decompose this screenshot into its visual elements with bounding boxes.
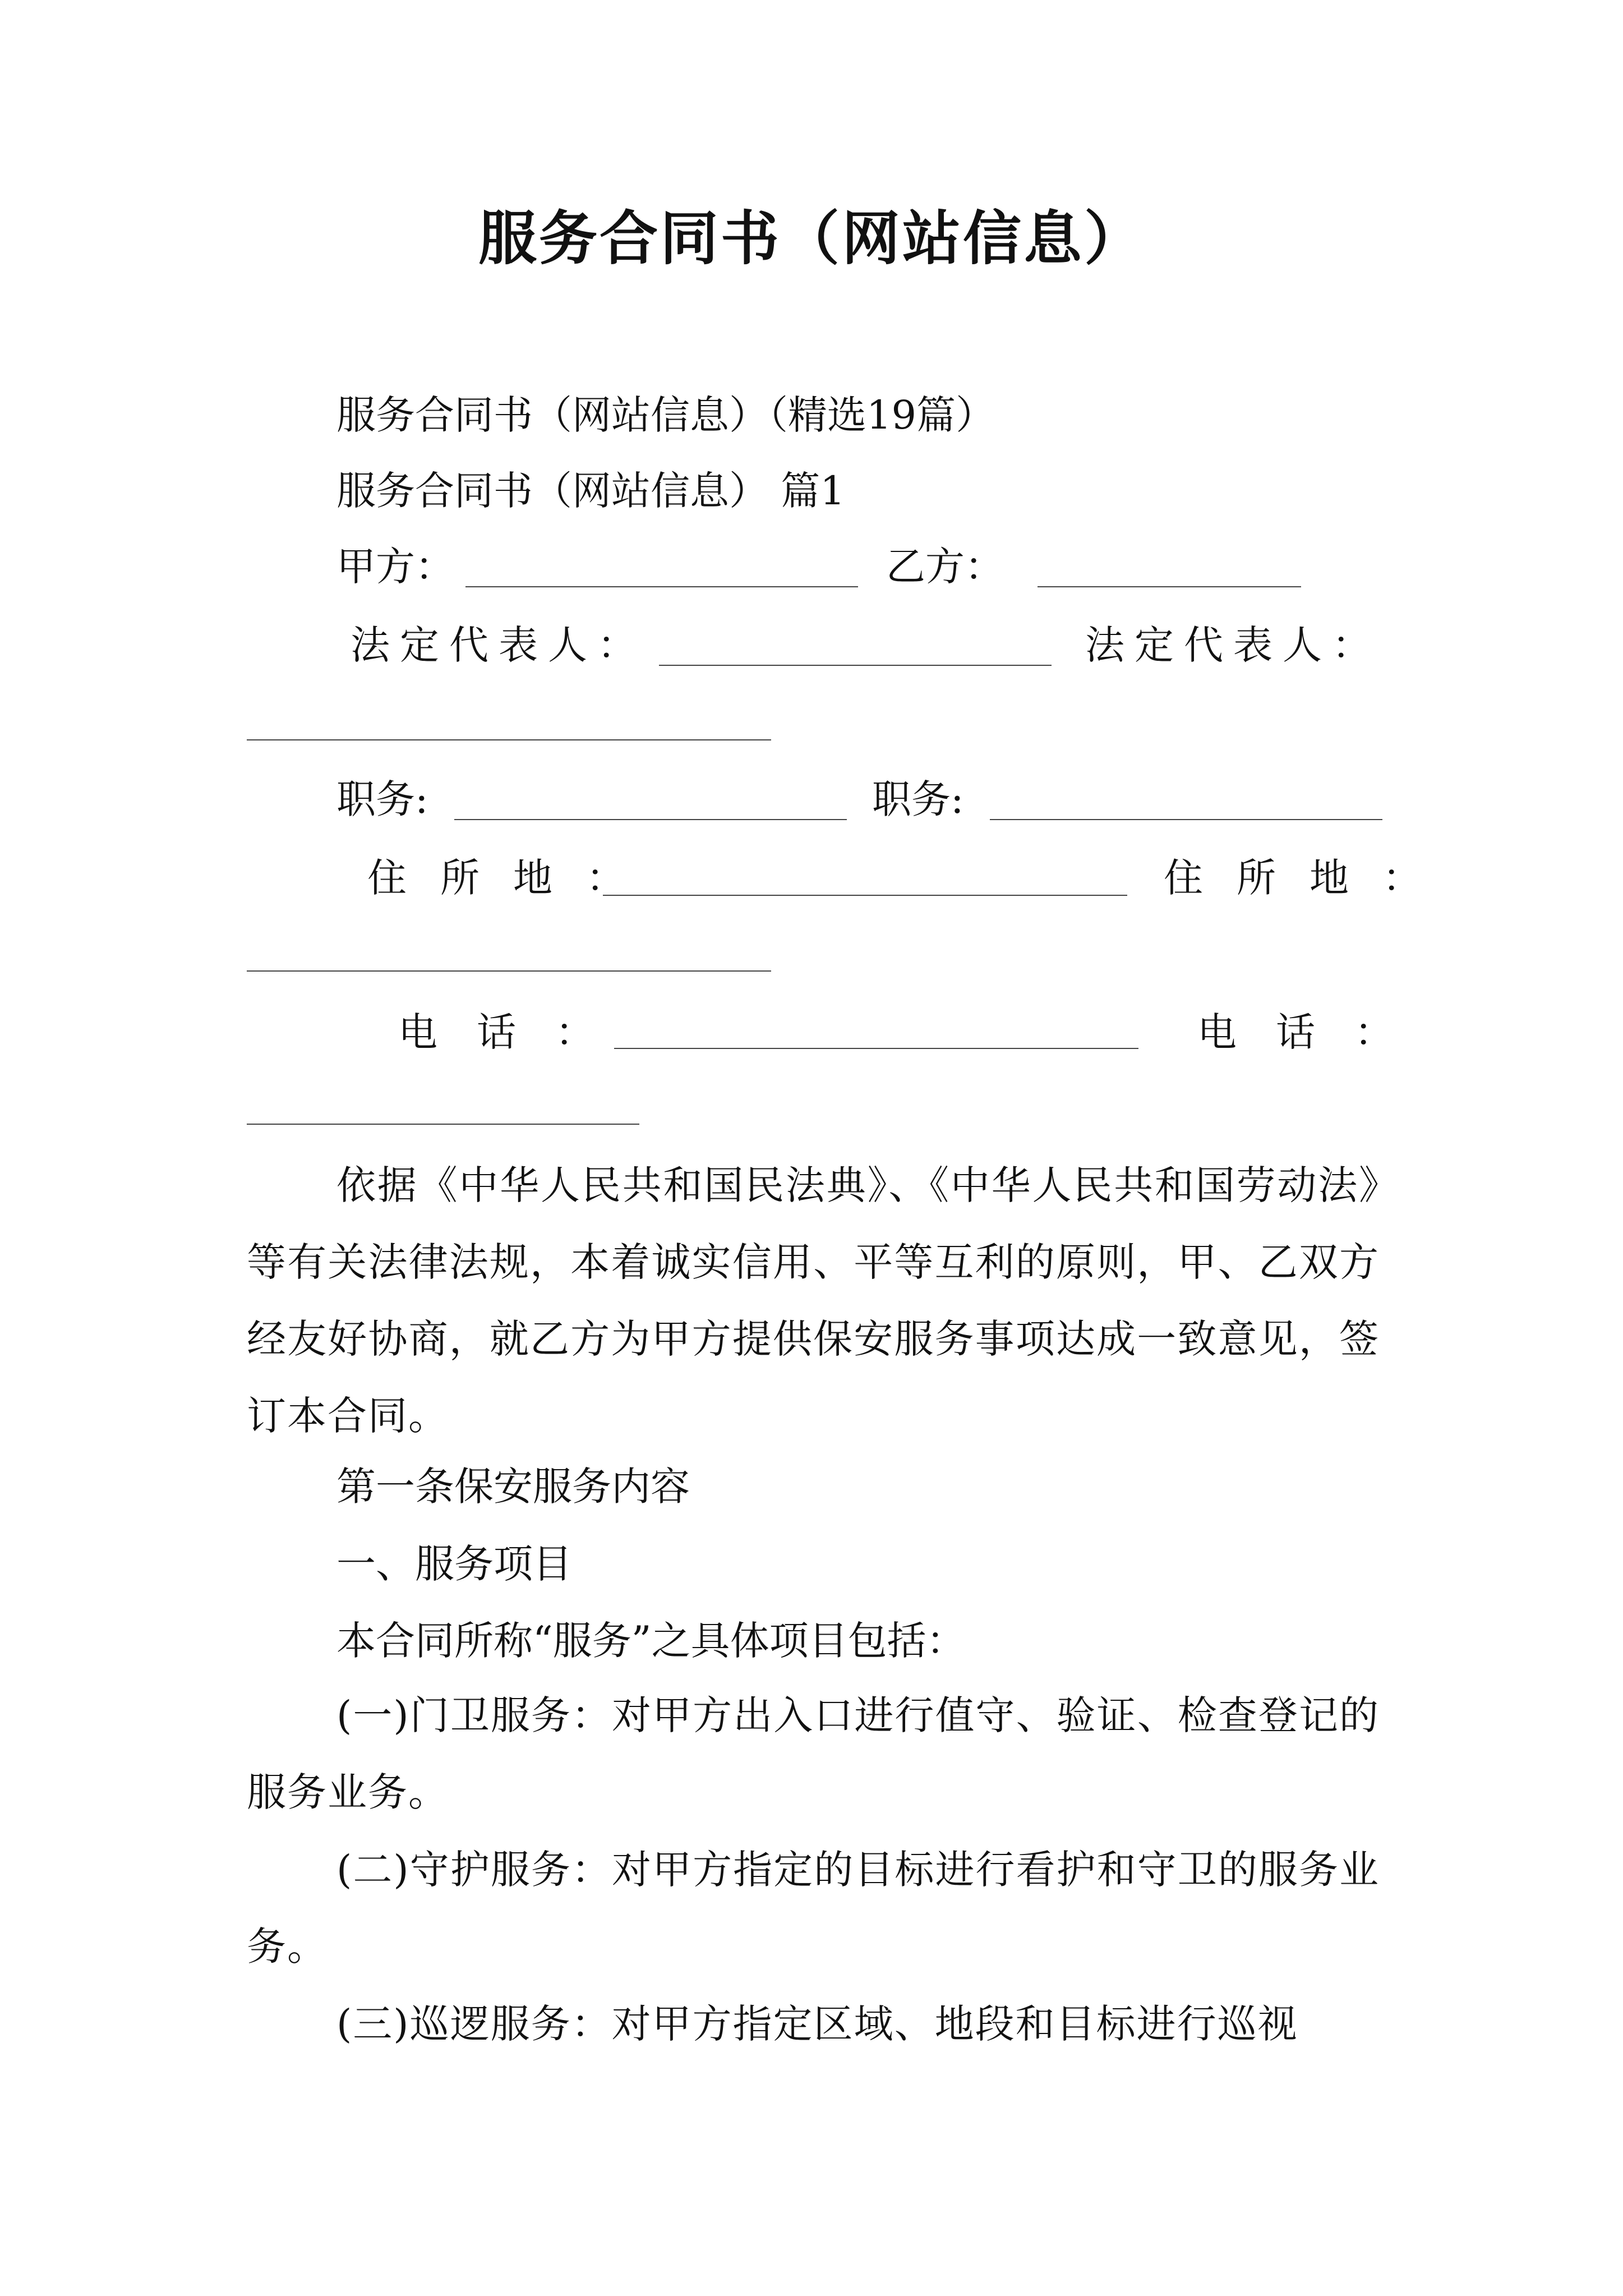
legal-rep-a-label: 法定代表人：	[351, 622, 647, 668]
service-2-paragraph: (二)守护服务：对甲方指定的目标进行看护和守卫的服务业务。	[247, 1847, 1380, 1970]
phone-a-blank[interactable]	[614, 1048, 1138, 1049]
item-1-title: 一、服务项目	[336, 1541, 572, 1587]
legal-rep-b-label: 法定代表人：	[1085, 622, 1381, 668]
position-b-blank[interactable]	[990, 819, 1382, 820]
article-1-title: 第一条保安服务内容	[336, 1464, 690, 1510]
address-b-blank[interactable]	[247, 970, 771, 972]
legal-rep-a-blank[interactable]	[659, 665, 1052, 666]
intro-paragraph: 依据《中华人民共和国民法典》、《中华人民共和国劳动法》等有关法律法规，本着诚实信用、平等互利的原则，甲、乙双方经友好协商，就乙方为甲方提供保安服务事项达成一致意见，签订本合同。	[247, 1162, 1380, 1439]
position-a-blank[interactable]	[454, 819, 847, 820]
phone-b-label: 电话：	[1197, 1009, 1433, 1055]
phone-a-label: 电话：	[398, 1009, 634, 1055]
legal-rep-b-blank[interactable]	[247, 739, 771, 740]
scope-intro: 本合同所称“服务”之具体项目包括：	[336, 1618, 966, 1664]
party-a-label: 甲方：	[336, 544, 454, 590]
service-3-paragraph: (三)巡逻服务：对甲方指定区域、地段和目标进行巡视	[336, 2001, 1298, 2047]
section-heading: 服务合同书（网站信息） 篇1	[336, 468, 845, 514]
address-a-label: 住所地：	[367, 855, 659, 901]
address-b-label: 住所地：	[1164, 855, 1455, 901]
service-1-paragraph: (一)门卫服务：对甲方出入口进行值守、验证、检查登记的服务业务。	[247, 1692, 1380, 1815]
party-b-label: 乙方：	[886, 544, 1004, 590]
position-b-label: 职务:	[872, 776, 964, 822]
position-a-label: 职务:	[336, 776, 428, 822]
document-subtitle: 服务合同书（网站信息）（精选19篇）	[336, 392, 995, 438]
party-a-blank[interactable]	[465, 586, 858, 587]
phone-b-blank[interactable]	[247, 1124, 639, 1125]
party-b-blank[interactable]	[1038, 586, 1301, 587]
address-a-blank[interactable]	[603, 895, 1127, 896]
document-title: 服务合同书（网站信息）	[478, 204, 1145, 273]
